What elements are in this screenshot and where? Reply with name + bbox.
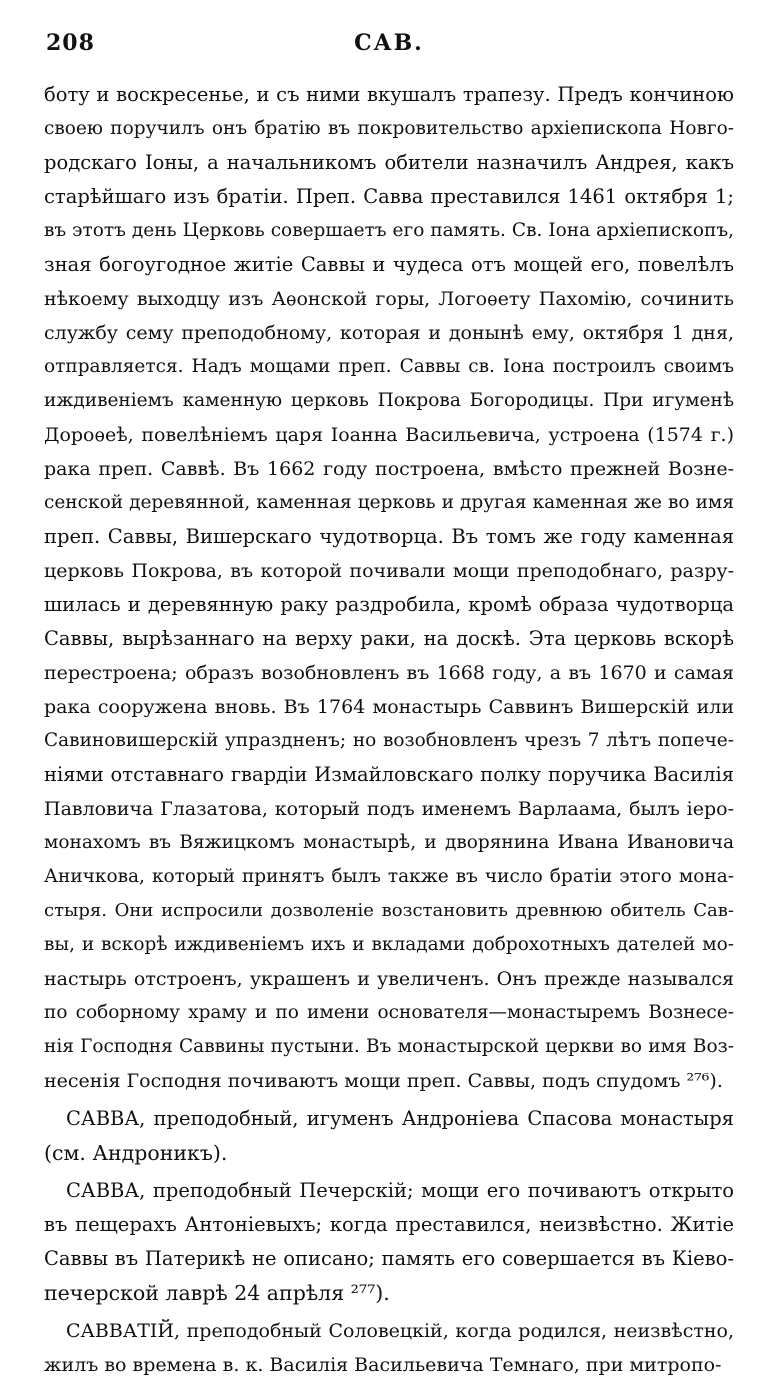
text-line: ніями отставнаго гвардіи Измайловскаго полку поручика Василія xyxy=(44,763,734,786)
text-line: въ этотъ день Церковь совершаетъ его память. Св. Іона архіепископъ, xyxy=(44,220,734,241)
text-line: сенской деревянной, каменная церковь и другая каменная же во имя xyxy=(44,492,734,513)
text-line: боту и воскресенье, и съ ними вкушалъ трапезу. Предъ кончиною xyxy=(44,83,734,106)
text-line: печерской лаврѣ 24 апрѣля ²⁷⁷). xyxy=(44,1281,390,1305)
paragraph xyxy=(44,1314,734,1382)
text-line: отправляется. Надъ мощами преп. Саввы св. Іона построилъ своимъ xyxy=(44,356,734,377)
text-line: несенія Господня почиваютъ мощи преп. Саввы, подъ спудомъ ²⁷⁶). xyxy=(44,1070,723,1092)
text-line: настырь отстроенъ, украшенъ и увеличенъ. Онъ прежде назывался xyxy=(44,968,734,990)
text-line: Саввы, вырѣзаннаго на верху раки, на доскѣ. Эта церковь вскорѣ xyxy=(44,627,734,650)
text-line: преп. Саввы, Вишерскаго чудотворца. Въ томъ же году каменная xyxy=(44,525,734,548)
text-line: стыря. Они испросили дозволеніе возстановить древнюю обитель Сав- xyxy=(44,900,734,921)
text-line: иждивеніемъ каменную церковь Покрова Богородицы. При игуменѣ xyxy=(44,390,734,411)
text-line: САВВАТІЙ, преподобный Соловецкій, когда родился, неизвѣстно, xyxy=(66,1320,734,1342)
text-line: своею поручилъ онъ братію въ покровительство архіепископа Новго- xyxy=(44,118,734,139)
page-header xyxy=(44,28,734,72)
text-line: зная богоугодное житіе Саввы и чудеса отъ мощей его, повелѣлъ xyxy=(44,253,734,276)
text-line: Аничкова, который принятъ былъ также въ число братіи этого мона- xyxy=(44,866,734,887)
paragraph xyxy=(44,1174,734,1310)
text-line: старѣйшаго изъ братіи. Преп. Савва преставился 1461 октября 1; xyxy=(44,185,734,208)
running-head: САВ. xyxy=(354,30,424,56)
text-line: родскаго Іоны, а начальникомъ обители назначилъ Андрея, какъ xyxy=(44,151,734,174)
text-line: по соборному храму и по имени основателя—монастыремъ Вознесе- xyxy=(44,1002,734,1023)
text-line: нія Господня Саввины пустыни. Въ монастырской церкви во имя Воз- xyxy=(44,1036,734,1057)
text-line: шилась и деревянную раку раздробила, кромѣ образа чудотворца xyxy=(44,593,734,616)
text-line: церковь Покрова, въ которой почивали мощи преподобнаго, разру- xyxy=(44,560,734,582)
page-number: 208 xyxy=(46,30,95,56)
text-line: САВВА, преподобный, игуменъ Андроніева Спасова монастыря xyxy=(66,1107,734,1130)
text-line: Савиновишерскій упраздненъ; но возобновленъ чрезъ 7 лѣтъ попече- xyxy=(44,730,734,751)
text-body xyxy=(44,78,734,1382)
book-page xyxy=(44,28,734,1376)
text-line: нѣкоему выходцу изъ Аѳонской горы, Логоѳету Пахомію, сочинить xyxy=(44,288,734,310)
text-line: службу сему преподобному, которая и донынѣ ему, октября 1 дня, xyxy=(44,322,734,344)
paragraph xyxy=(44,1102,734,1170)
text-line: (см. Андроникъ). xyxy=(44,1141,228,1165)
paragraph xyxy=(44,78,734,1098)
text-line: САВВА, преподобный Печерскій; мощи его почиваютъ открыто xyxy=(66,1179,734,1202)
text-line: рака сооружена вновь. Въ 1764 монастырь Саввинъ Вишерскій или xyxy=(44,696,734,718)
text-line: рака преп. Саввѣ. Въ 1662 году построена, вмѣсто прежней Вознe- xyxy=(44,458,734,480)
text-line: жилъ во времена в. к. Василія Васильевича Темнаго, при митропо- xyxy=(44,1354,722,1376)
text-line: Дороѳеѣ, повелѣніемъ царя Іоанна Васильевича, устроена (1574 г.) xyxy=(44,424,734,446)
text-line: въ пещерахъ Антоніевыхъ; когда преставился, неизвѣстно. Житіе xyxy=(44,1213,734,1236)
text-line: Павловича Глазатова, который подъ именемъ Варлаама, былъ іеро- xyxy=(44,798,734,820)
text-line: вы, и вскорѣ иждивеніемъ ихъ и вкладами доброхотныхъ дателей мо- xyxy=(44,934,734,955)
text-line: Саввы въ Патерикѣ не описано; память его совершается въ Кіево- xyxy=(44,1247,734,1270)
text-line: перестроена; образъ возобновленъ въ 1668 году, а въ 1670 и самая xyxy=(44,662,734,684)
text-line: монахомъ въ Вяжицкомъ монастырѣ, и дворянина Ивана Ивановича xyxy=(44,832,734,853)
